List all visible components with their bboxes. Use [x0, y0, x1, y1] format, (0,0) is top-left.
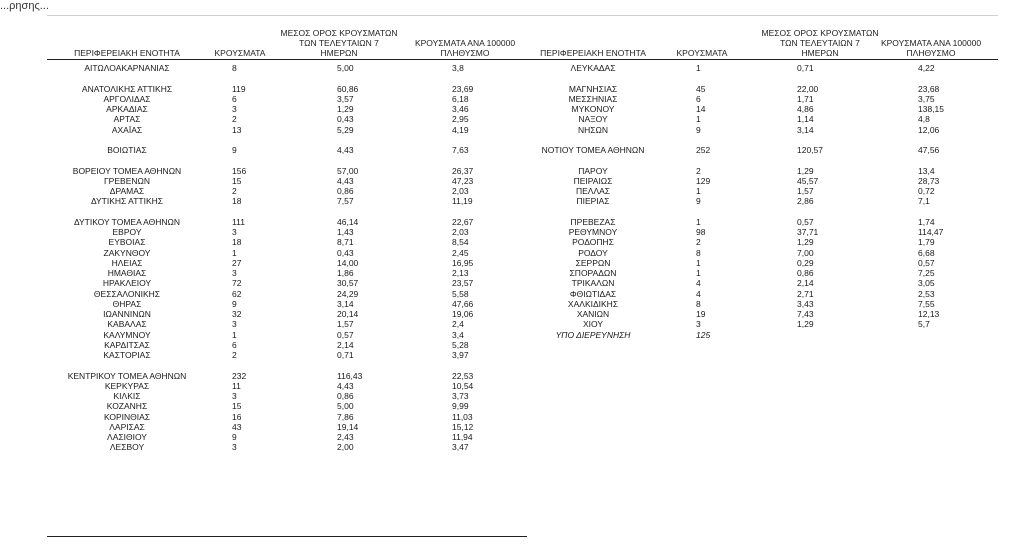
- avg7-value: 3,57: [337, 93, 354, 104]
- region-name: ΧΑΝΙΩΝ: [576, 309, 610, 319]
- avg7-value: 30,57: [337, 278, 359, 289]
- per100k-value: 7,55: [918, 298, 935, 309]
- per100k-value: 23,57: [452, 278, 474, 289]
- region-name: ΚΑΣΤΟΡΙΑΣ: [103, 350, 151, 360]
- avg7-value: 0,57: [797, 216, 814, 227]
- avg7-value: 7,57: [337, 196, 354, 207]
- avg7-line3: ΗΜΕΡΩΝ: [801, 48, 839, 58]
- cases-value: 3: [232, 227, 237, 237]
- per100k-line2: ΠΛΗΘΥΣΜΟ: [906, 48, 956, 58]
- per100k-value: 2,03: [452, 186, 469, 196]
- region-name: ΜΑΓΝΗΣΙΑΣ: [568, 83, 618, 94]
- per100k-value: 3,8: [452, 63, 464, 73]
- cases-value: 3: [232, 319, 237, 330]
- region-name: ΛΕΣΒΟΥ: [109, 442, 145, 453]
- cases-value: 232: [232, 370, 247, 381]
- avg7-value: 1,29: [797, 319, 814, 330]
- cases-value: 1: [696, 63, 701, 73]
- avg7-value: 37,71: [797, 227, 819, 237]
- avg7-value: 2,14: [337, 339, 354, 350]
- region-name: ΔΥΤΙΚΗΣ ΑΤΤΙΚΗΣ: [90, 196, 164, 207]
- region-name: ΛΑΣΙΘΙΟΥ: [107, 432, 147, 442]
- cases-value: 2: [696, 165, 701, 176]
- region-name: ΑΡΓΟΛΙΔΑΣ: [103, 93, 151, 104]
- avg7-value: 2,43: [337, 432, 354, 442]
- left-header-per100k: [395, 38, 535, 58]
- avg7-value: 0,86: [337, 391, 354, 401]
- avg7-value: 24,29: [337, 288, 359, 299]
- region-name: ΦΘΙΩΤΙΔΑΣ: [569, 288, 617, 299]
- per100k-value: 3,05: [918, 278, 935, 289]
- region-name: ΜΥΚΟΝΟΥ: [571, 104, 615, 114]
- cases-value: 43: [232, 421, 242, 432]
- cases-value: 1: [696, 186, 701, 196]
- region-name: ΑΙΤΩΛΟΑΚΑΡΝΑΝΙΑΣ: [84, 63, 170, 73]
- region-name: ΡΟΔΟΥ: [578, 247, 608, 258]
- avg7-line2: ΤΩΝ ΤΕΛΕΥΤΑΙΩΝ 7: [299, 38, 379, 48]
- region-name: ΔΥΤΙΚΟΥ ΤΟΜΕΑ ΑΘΗΝΩΝ: [73, 216, 181, 227]
- avg7-value: 1,71: [797, 93, 814, 104]
- cases-value: 1: [696, 114, 701, 125]
- avg7-value: 20,14: [337, 309, 359, 319]
- per100k-value: 4,8: [918, 114, 930, 125]
- avg7-value: 22,00: [797, 83, 819, 94]
- region-name: ΠΕΙΡΑΙΩΣ: [573, 175, 613, 186]
- avg7-value: 2,86: [797, 196, 814, 207]
- region-name: ΥΠΟ ΔΙΕΡΕΥΝΗΣΗ: [555, 329, 631, 340]
- region-name: ΒΟΡΕΙΟΥ ΤΟΜΕΑ ΑΘΗΝΩΝ: [72, 165, 182, 176]
- per100k-value: 22,67: [452, 216, 474, 227]
- region-name: ΕΥΒΟΙΑΣ: [108, 237, 146, 248]
- cases-value: 1: [696, 216, 701, 227]
- per100k-value: 47,66: [452, 298, 474, 309]
- avg7-value: 1,86: [337, 268, 354, 278]
- avg7-value: 0,86: [337, 186, 354, 196]
- avg7-value: 2,14: [797, 278, 814, 289]
- avg7-value: 1,57: [797, 186, 814, 196]
- region-name: ΚΑΒΑΛΑΣ: [107, 319, 147, 330]
- cases-value: 8: [696, 298, 701, 309]
- right-header-rule: [520, 59, 998, 60]
- per100k-value: 12,06: [918, 124, 940, 135]
- cases-value: 19: [696, 309, 706, 319]
- cases-value: 2: [696, 237, 701, 248]
- cases-value: 9: [696, 124, 701, 135]
- avg7-value: 5,00: [337, 401, 354, 412]
- cases-value: 3: [232, 391, 237, 401]
- per100k-value: 9,99: [452, 401, 469, 412]
- cases-value: 27: [232, 257, 242, 268]
- avg7-value: 3,14: [337, 298, 354, 309]
- region-name: ΘΕΣΣΑΛΟΝΙΚΗΣ: [93, 288, 161, 299]
- cases-value: 3: [232, 104, 237, 114]
- per100k-value: 12,13: [918, 309, 940, 319]
- per100k-value: 1,74: [918, 216, 935, 227]
- cases-value: 111: [232, 216, 245, 227]
- cases-value: 9: [232, 432, 237, 442]
- cases-value: 2: [232, 186, 237, 196]
- cases-value: 98: [696, 227, 706, 237]
- region-name: ΠΑΡΟΥ: [578, 165, 608, 176]
- region-name: ΛΕΥΚΑΔΑΣ: [570, 63, 616, 73]
- region-name: ΧΙΟΥ: [582, 319, 604, 330]
- cases-value: 62: [232, 288, 242, 299]
- per100k-value: 6,18: [452, 93, 469, 104]
- cases-value: 13: [232, 124, 242, 135]
- avg7-line3: ΗΜΕΡΩΝ: [320, 48, 358, 58]
- region-name: ΗΛΕΙΑΣ: [111, 257, 143, 268]
- region-name: ΚΟΡΙΝΘΙΑΣ: [103, 411, 151, 422]
- cases-value: 18: [232, 237, 242, 248]
- cases-value: 6: [232, 93, 237, 104]
- left-header-rule: [47, 59, 527, 60]
- avg7-value: 1,57: [337, 319, 354, 330]
- per100k-value: 4,22: [918, 63, 935, 73]
- cases-value: 2: [232, 114, 237, 125]
- per100k-value: 138,15: [918, 104, 944, 114]
- avg7-value: 120,57: [797, 145, 823, 155]
- cases-value: 252: [696, 145, 711, 155]
- cases-value: 125: [696, 329, 711, 340]
- per100k-value: 8,54: [452, 237, 469, 248]
- cases-value: 2: [232, 350, 237, 360]
- avg7-value: 1,43: [337, 227, 354, 237]
- per100k-value: 114,47: [918, 227, 944, 237]
- avg7-value: 4,43: [337, 145, 354, 155]
- avg7-value: 3,43: [797, 298, 814, 309]
- avg7-value: 0,86: [797, 268, 814, 278]
- top-divider: [47, 15, 998, 16]
- region-name: ΗΜΑΘΙΑΣ: [107, 268, 147, 278]
- per100k-value: 2,13: [452, 268, 469, 278]
- avg7-value: 3,14: [797, 124, 814, 135]
- per100k-value: 7,25: [918, 268, 935, 278]
- cases-value: 8: [696, 247, 701, 258]
- cases-value: 1: [232, 247, 237, 258]
- per100k-value: 47,23: [452, 175, 474, 186]
- avg7-value: 46,14: [337, 216, 359, 227]
- region-name: ΑΧΑΪΑΣ: [111, 124, 143, 135]
- region-name: ΑΡΚΑΔΙΑΣ: [106, 104, 148, 114]
- region-name: ΠΡΕΒΕΖΑΣ: [570, 216, 616, 227]
- avg7-value: 4,43: [337, 175, 354, 186]
- avg7-line1: ΜΕΣΟΣ ΟΡΟΣ ΚΡΟΥΣΜΑΤΩΝ: [280, 28, 398, 38]
- avg7-value: 0,29: [797, 257, 814, 268]
- cases-value: 32: [232, 309, 242, 319]
- avg7-value: 4,43: [337, 380, 354, 391]
- region-name: ΓΡΕΒΕΝΩΝ: [104, 175, 150, 186]
- avg7-value: 5,29: [337, 124, 354, 135]
- cases-value: 6: [232, 339, 237, 350]
- cases-value: 129: [696, 175, 711, 186]
- cases-value: 4: [696, 288, 701, 299]
- region-name: ΚΑΡΔΙΤΣΑΣ: [104, 339, 150, 350]
- per100k-value: 1,79: [918, 237, 935, 248]
- cases-value: 15: [232, 401, 242, 412]
- per100k-value: 19,06: [452, 309, 474, 319]
- per100k-value: 11,19: [452, 196, 473, 207]
- left-header-avg7: [274, 28, 404, 58]
- left-bottom-rule: [47, 536, 527, 537]
- avg7-value: 0,57: [337, 329, 354, 340]
- avg7-line2: ΤΩΝ ΤΕΛΕΥΤΑΙΩΝ 7: [780, 38, 860, 48]
- per100k-value: 2,45: [452, 247, 469, 258]
- region-name: ΒΟΙΩΤΙΑΣ: [107, 145, 147, 155]
- avg7-value: 5,00: [337, 63, 354, 73]
- region-name: ΣΕΡΡΩΝ: [575, 257, 611, 268]
- per100k-value: 6,68: [918, 247, 935, 258]
- cases-value: 45: [696, 83, 706, 94]
- region-name: ΚΙΛΚΙΣ: [113, 391, 141, 401]
- per100k-line1: ΚΡΟΥΣΜΑΤΑ ΑΝΑ 100000: [414, 38, 516, 48]
- per100k-value: 5,58: [452, 288, 469, 299]
- avg7-value: 60,86: [337, 83, 359, 94]
- avg7-value: 0,71: [337, 350, 354, 360]
- left-header-region: ΠΕΡΙΦΕΡΕΙΑΚΗ ΕΝΟΤΗΤΑ: [74, 48, 180, 58]
- cases-value: 1: [696, 268, 701, 278]
- cases-value: 156: [232, 165, 247, 176]
- cases-value: 3: [232, 268, 237, 278]
- per100k-value: 3,4: [452, 329, 464, 340]
- region-name: ΡΕΘΥΜΝΟΥ: [568, 227, 618, 237]
- cases-value: 1: [696, 257, 701, 268]
- right-header-per100k: [866, 38, 996, 58]
- per100k-value: 16,95: [452, 257, 474, 268]
- region-name: ΠΕΛΛΑΣ: [575, 186, 611, 196]
- cases-value: 6: [696, 93, 701, 104]
- region-name: ΖΑΚΥΝΘΟΥ: [103, 247, 151, 258]
- per100k-value: 47,56: [918, 145, 940, 155]
- region-name: ΣΠΟΡΑΔΩΝ: [569, 268, 617, 278]
- avg7-value: 7,86: [337, 411, 354, 422]
- avg7-value: 2,71: [797, 288, 814, 299]
- per100k-value: 10,54: [452, 380, 474, 391]
- avg7-value: 14,00: [337, 257, 359, 268]
- per100k-value: 15,12: [452, 421, 474, 432]
- region-name: ΧΑΛΚΙΔΙΚΗΣ: [567, 298, 619, 309]
- per100k-value: 4,19: [452, 124, 469, 135]
- avg7-value: 1,29: [337, 104, 354, 114]
- avg7-value: 7,43: [797, 309, 814, 319]
- per100k-value: 28,73: [918, 175, 940, 186]
- cases-value: 3: [696, 319, 701, 330]
- per100k-value: 3,73: [452, 391, 469, 401]
- per100k-value: 0,57: [918, 257, 935, 268]
- cases-value: 3: [232, 442, 237, 453]
- avg7-value: 116,43: [337, 370, 363, 381]
- cases-value: 4: [696, 278, 701, 289]
- region-name: ΗΡΑΚΛΕΙΟΥ: [102, 278, 152, 289]
- per100k-value: 23,69: [452, 83, 474, 94]
- avg7-line1: ΜΕΣΟΣ ΟΡΟΣ ΚΡΟΥΣΜΑΤΩΝ: [761, 28, 879, 38]
- per100k-value: 5,7: [918, 319, 930, 330]
- cases-value: 119: [232, 83, 246, 94]
- per100k-line2: ΠΛΗΘΥΣΜΟ: [440, 48, 490, 58]
- per100k-value: 13,4: [918, 165, 935, 176]
- per100k-value: 3,46: [452, 104, 469, 114]
- region-name: ΑΡΤΑΣ: [113, 114, 141, 125]
- per100k-value: 23,68: [918, 83, 940, 94]
- per100k-value: 7,63: [452, 145, 469, 155]
- region-name: ΕΒΡΟΥ: [112, 227, 142, 237]
- region-name: ΚΕΡΚΥΡΑΣ: [104, 380, 150, 391]
- cases-value: 9: [232, 298, 237, 309]
- page-header-fragment: ...ρησης...: [0, 0, 49, 12]
- avg7-value: 45,57: [797, 175, 819, 186]
- cases-value: 16: [232, 411, 242, 422]
- region-name: ΙΩΑΝΝΙΝΩΝ: [103, 309, 151, 319]
- avg7-value: 0,43: [337, 114, 354, 125]
- region-name: ΝΗΣΩΝ: [577, 124, 609, 135]
- cases-value: 8: [232, 63, 237, 73]
- left-header-cases: ΚΡΟΥΣΜΑΤΑ: [214, 48, 266, 58]
- region-name: ΚΟΖΑΝΗΣ: [106, 401, 148, 412]
- per100k-value: 2,03: [452, 227, 469, 237]
- per100k-value: 2,95: [452, 114, 469, 125]
- per100k-line1: ΚΡΟΥΣΜΑΤΑ ΑΝΑ 100000: [880, 38, 982, 48]
- region-name: ΛΑΡΙΣΑΣ: [109, 421, 145, 432]
- cases-value: 1: [232, 329, 237, 340]
- avg7-value: 7,00: [797, 247, 814, 258]
- region-name: ΔΡΑΜΑΣ: [109, 186, 145, 196]
- avg7-value: 2,00: [337, 442, 354, 453]
- per100k-value: 3,47: [452, 442, 469, 453]
- per100k-value: 3,97: [452, 350, 469, 360]
- avg7-value: 1,29: [797, 165, 814, 176]
- avg7-value: 0,71: [797, 63, 814, 73]
- per100k-value: 2,4: [452, 319, 464, 330]
- cases-value: 9: [696, 196, 701, 207]
- per100k-value: 3,75: [918, 93, 935, 104]
- per100k-value: 11,03: [452, 411, 473, 422]
- avg7-value: 4,86: [797, 104, 814, 114]
- per100k-value: 11,94: [452, 432, 473, 442]
- region-name: ΚΕΝΤΡΙΚΟΥ ΤΟΜΕΑ ΑΘΗΝΩΝ: [67, 370, 187, 381]
- per100k-value: 5,28: [452, 339, 469, 350]
- cases-value: 9: [232, 145, 237, 155]
- cases-value: 72: [232, 278, 242, 289]
- per100k-value: 22,53: [452, 370, 474, 381]
- avg7-value: 1,29: [797, 237, 814, 248]
- right-header-region: ΠΕΡΙΦΕΡΕΙΑΚΗ ΕΝΟΤΗΤΑ: [540, 48, 646, 58]
- region-name: ΝΟΤΙΟΥ ΤΟΜΕΑ ΑΘΗΝΩΝ: [541, 145, 645, 155]
- region-name: ΑΝΑΤΟΛΙΚΗΣ ΑΤΤΙΚΗΣ: [81, 83, 173, 94]
- cases-value: 15: [232, 175, 242, 186]
- region-name: ΝΑΞΟΥ: [578, 114, 608, 125]
- avg7-value: 57,00: [337, 165, 359, 176]
- avg7-value: 0,43: [337, 247, 354, 258]
- region-name: ΡΟΔΟΠΗΣ: [572, 237, 614, 248]
- region-name: ΤΡΙΚΑΛΩΝ: [571, 278, 615, 289]
- region-name: ΚΑΛΥΜΝΟΥ: [103, 329, 151, 340]
- cases-value: 18: [232, 196, 242, 207]
- avg7-value: 1,14: [797, 114, 814, 125]
- right-header-cases: ΚΡΟΥΣΜΑΤΑ: [676, 48, 728, 58]
- region-name: ΜΕΣΣΗΝΙΑΣ: [568, 93, 618, 104]
- avg7-value: 19,14: [337, 421, 359, 432]
- cases-value: 14: [696, 104, 706, 114]
- avg7-value: 8,71: [337, 237, 354, 248]
- per100k-value: 2,53: [918, 288, 935, 299]
- cases-value: 11: [232, 380, 241, 391]
- region-name: ΠΙΕΡΙΑΣ: [576, 196, 610, 207]
- per100k-value: 0,72: [918, 186, 935, 196]
- per100k-value: 26,37: [452, 165, 474, 176]
- region-name: ΘΗΡΑΣ: [112, 298, 142, 309]
- per100k-value: 7,1: [918, 196, 930, 207]
